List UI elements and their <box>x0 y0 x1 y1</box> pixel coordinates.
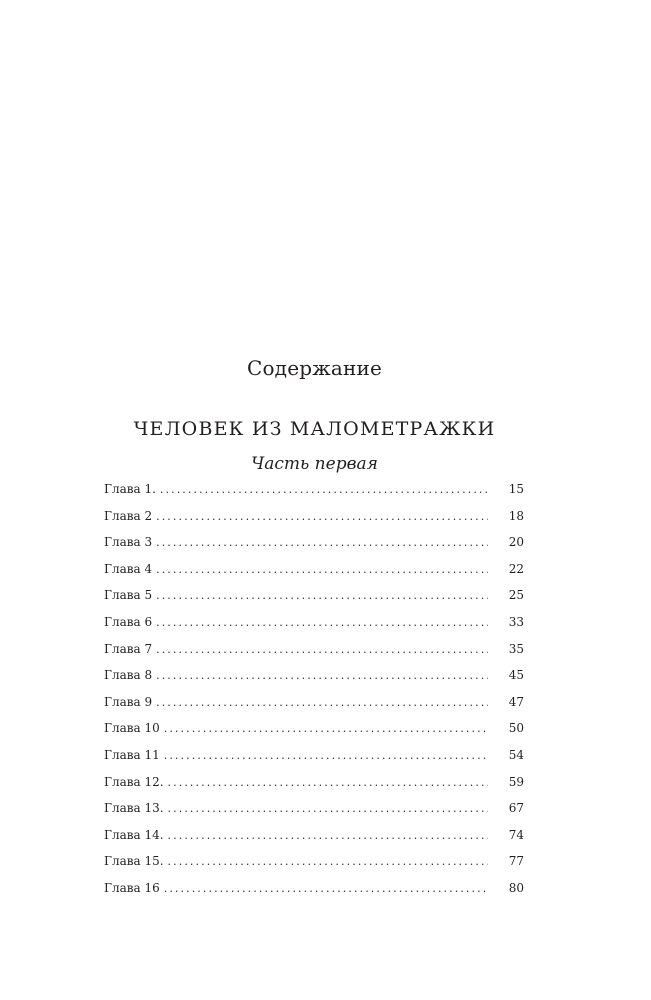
toc-entry-page: 74 <box>508 827 524 842</box>
toc-entry-page: 67 <box>508 801 524 816</box>
toc-entry-label: Глава 5 <box>104 588 153 603</box>
toc-leader-dots <box>156 696 488 709</box>
toc-entry-label: Глава 6 <box>104 614 153 629</box>
toc-entry-page: 20 <box>508 535 524 550</box>
toc-entry[interactable] <box>104 721 524 748</box>
toc-entry-label: Глава 12. <box>104 774 164 789</box>
contents-heading: Содержание <box>246 356 383 380</box>
toc-entry-page: 33 <box>508 614 524 629</box>
toc-leader-dots <box>156 643 488 656</box>
toc-leader-dots <box>164 882 488 895</box>
toc-entry[interactable] <box>104 775 524 802</box>
table-of-contents <box>104 482 524 908</box>
toc-entry-label: Глава 10 <box>104 721 160 736</box>
toc-entry-page: 35 <box>508 641 524 656</box>
toc-entry-label: Глава 7 <box>104 641 153 656</box>
toc-leader-dots <box>156 510 488 523</box>
toc-leader-dots <box>156 589 488 602</box>
toc-entry-label: Глава 1. <box>104 482 156 496</box>
toc-entry[interactable] <box>104 748 524 775</box>
toc-entry[interactable] <box>104 588 524 615</box>
toc-entry-label: Глава 2 <box>104 508 153 523</box>
toc-entry-page: 80 <box>508 880 524 895</box>
toc-leader-dots <box>168 802 488 815</box>
toc-leader-dots <box>156 669 488 682</box>
toc-entry-label: Глава 13. <box>104 801 164 816</box>
toc-leader-dots <box>164 722 488 735</box>
toc-entry[interactable] <box>104 695 524 722</box>
toc-entry[interactable] <box>104 801 524 828</box>
toc-leader-dots <box>168 829 488 842</box>
toc-entry-page: 54 <box>508 747 524 762</box>
toc-entry-label: Глава 16 <box>104 880 160 895</box>
toc-entry[interactable] <box>104 562 524 589</box>
toc-entry[interactable] <box>104 854 524 881</box>
toc-leader-dots <box>156 616 488 629</box>
toc-leader-dots <box>160 483 488 496</box>
toc-entry[interactable] <box>104 535 524 562</box>
toc-entry[interactable] <box>104 668 524 695</box>
toc-leader-dots <box>168 855 488 868</box>
toc-leader-dots <box>164 749 488 762</box>
toc-entry-label: Глава 14. <box>104 827 164 842</box>
part-title: Часть первая <box>251 454 378 474</box>
toc-entry-page: 50 <box>508 721 524 736</box>
book-title: ЧЕЛОВЕК ИЗ МАЛОМЕТРАЖКИ <box>133 418 496 440</box>
toc-entry-page: 77 <box>508 854 524 869</box>
toc-entry-page: 22 <box>508 561 524 576</box>
toc-entry-page: 59 <box>508 774 524 789</box>
toc-entry-page: 47 <box>508 694 524 709</box>
toc-entry[interactable] <box>104 615 524 642</box>
toc-entry-label: Глава 3 <box>104 535 153 550</box>
toc-leader-dots <box>156 563 488 576</box>
toc-leader-dots <box>168 776 488 789</box>
toc-entry-label: Глава 11 <box>104 747 160 762</box>
toc-entry-page: 25 <box>508 588 524 603</box>
toc-entry[interactable] <box>104 509 524 536</box>
toc-entry-label: Глава 4 <box>104 561 153 576</box>
toc-entry[interactable] <box>104 482 524 509</box>
toc-entry-label: Глава 9 <box>104 694 153 709</box>
toc-entry-label: Глава 8 <box>104 668 153 683</box>
toc-entry[interactable] <box>104 828 524 855</box>
toc-entry[interactable] <box>104 642 524 669</box>
toc-entry-page: 18 <box>508 508 524 523</box>
toc-entry-label: Глава 15. <box>104 854 164 869</box>
toc-leader-dots <box>156 536 488 549</box>
toc-entry[interactable] <box>104 881 524 908</box>
toc-entry-page: 15 <box>508 482 524 496</box>
toc-entry-page: 45 <box>508 668 524 683</box>
